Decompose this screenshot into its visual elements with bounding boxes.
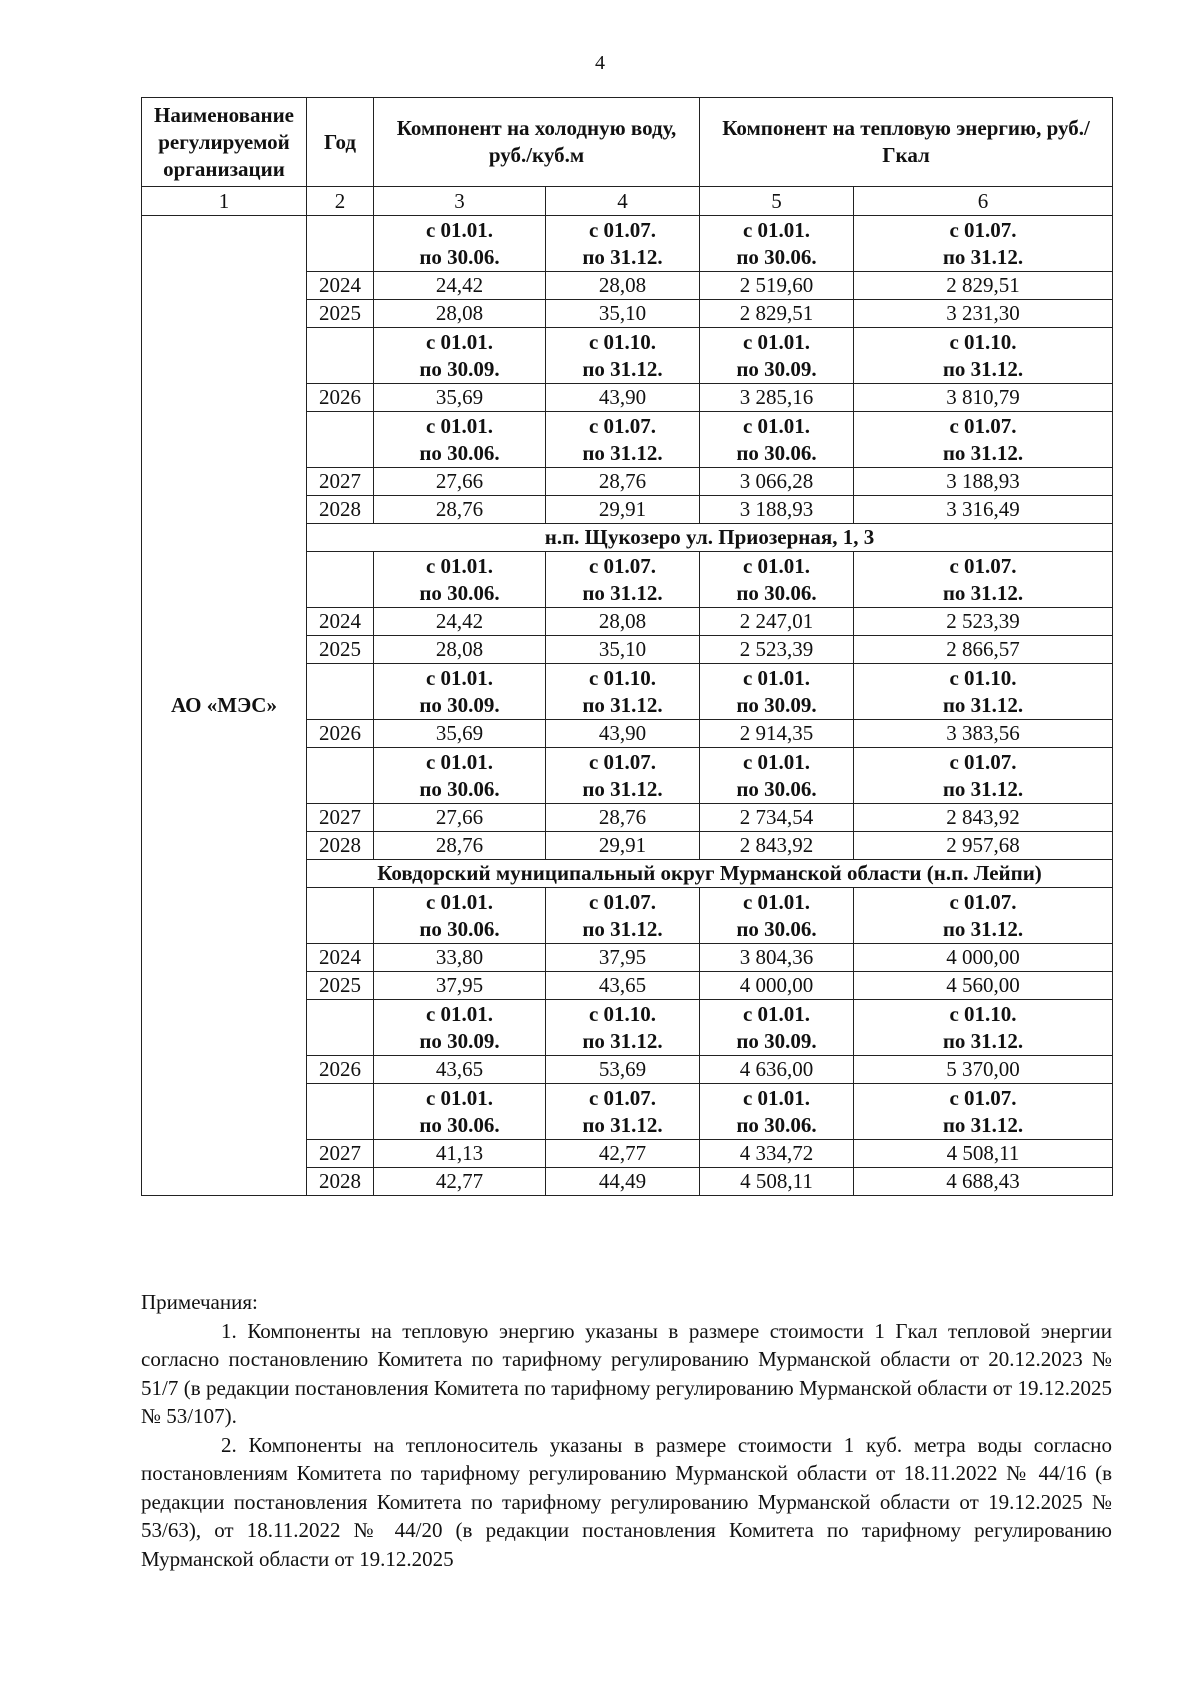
- value-cell: 5 370,00: [854, 1056, 1113, 1084]
- period-cell: [854, 328, 1113, 384]
- period-start: с 01.07.: [588, 218, 657, 242]
- value-cell: 43,65: [546, 972, 700, 1000]
- value-cell: 3 188,93: [700, 496, 854, 524]
- period-start: с 01.01.: [742, 218, 811, 242]
- period-end: по 31.12.: [942, 1029, 1024, 1053]
- value-cell: 35,69: [374, 720, 546, 748]
- period-end: по 31.12.: [942, 777, 1024, 801]
- value-cell: 24,42: [374, 272, 546, 300]
- value-cell: 43,90: [546, 384, 700, 412]
- year-cell: 2027: [307, 1140, 374, 1168]
- value-cell: 4 636,00: [700, 1056, 854, 1084]
- period-end: по 30.06.: [736, 245, 817, 269]
- period-cell: [374, 328, 546, 384]
- header-cold-water: Компонент на холодную воду, руб./куб.м: [374, 98, 700, 187]
- period-start: с 01.01.: [425, 554, 494, 578]
- period-cell: [854, 412, 1113, 468]
- year-cell-empty: [307, 1084, 374, 1140]
- period-cell: [546, 888, 700, 944]
- period-end: по 30.06.: [419, 581, 500, 605]
- period-cell: [546, 748, 700, 804]
- period-end: по 30.06.: [736, 917, 817, 941]
- value-cell: 2 829,51: [854, 272, 1113, 300]
- period-end: по 31.12.: [582, 777, 663, 801]
- value-cell: 3 066,28: [700, 468, 854, 496]
- value-cell: 2 957,68: [854, 832, 1113, 860]
- period-end: по 30.06.: [736, 441, 817, 465]
- period-cell: [546, 328, 700, 384]
- value-cell: 24,42: [374, 608, 546, 636]
- value-cell: 2 523,39: [854, 608, 1113, 636]
- period-end: по 31.12.: [942, 357, 1024, 381]
- period-cell: [700, 664, 854, 720]
- period-start: с 01.07.: [588, 750, 657, 774]
- period-end: по 30.06.: [419, 1113, 500, 1137]
- value-cell: 2 519,60: [700, 272, 854, 300]
- period-start: с 01.01.: [425, 218, 494, 242]
- period-start: с 01.07.: [588, 1086, 657, 1110]
- period-start: с 01.01.: [425, 414, 494, 438]
- column-number: 6: [854, 187, 1113, 216]
- period-end: по 30.06.: [419, 441, 500, 465]
- year-cell: 2026: [307, 1056, 374, 1084]
- value-cell: 4 508,11: [700, 1168, 854, 1196]
- column-number: 4: [546, 187, 700, 216]
- period-cell: [854, 216, 1113, 272]
- year-cell-empty: [307, 552, 374, 608]
- period-cell: [700, 1000, 854, 1056]
- value-cell: 53,69: [546, 1056, 700, 1084]
- period-start: с 01.01.: [425, 890, 494, 914]
- period-cell: [546, 664, 700, 720]
- period-cell: [854, 552, 1113, 608]
- year-cell: 2028: [307, 496, 374, 524]
- value-cell: 3 804,36: [700, 944, 854, 972]
- period-end: по 30.09.: [419, 357, 500, 381]
- notes-heading: Примечания:: [141, 1290, 258, 1314]
- period-start: с 01.01.: [425, 1086, 494, 1110]
- period-end: по 30.09.: [419, 693, 500, 717]
- period-start: с 01.01.: [425, 1002, 494, 1026]
- year-cell-empty: [307, 664, 374, 720]
- period-cell: [700, 328, 854, 384]
- period-cell: [546, 1000, 700, 1056]
- value-cell: 4 560,00: [854, 972, 1113, 1000]
- tariff-table-body: [142, 216, 1113, 1196]
- column-number-row: [142, 187, 1113, 216]
- period-start: с 01.07.: [588, 554, 657, 578]
- period-end: по 31.12.: [942, 1113, 1024, 1137]
- value-cell: 28,76: [546, 468, 700, 496]
- note-item: 1. Компоненты на тепловую энергию указаны в размере стоимости 1 Гкал тепловой энергии согласно постановлению Комитета по тарифному регулированию Мурманской области от 20.12.2023 № 51/7 (в редакции постановления Комитета по тарифному регулированию Мурманской области от 19.12.2025 № 53/107).: [141, 1318, 1112, 1428]
- period-cell: [374, 748, 546, 804]
- period-cell: [374, 216, 546, 272]
- value-cell: 2 866,57: [854, 636, 1113, 664]
- header-heat-energy: Компонент на тепловую энергию, руб./Гкал: [700, 98, 1113, 187]
- period-start: с 01.07.: [588, 414, 657, 438]
- period-end: по 30.09.: [736, 693, 817, 717]
- value-cell: 4 508,11: [854, 1140, 1113, 1168]
- year-cell: 2024: [307, 608, 374, 636]
- value-cell: 3 316,49: [854, 496, 1113, 524]
- period-cell: [700, 412, 854, 468]
- year-cell: 2025: [307, 636, 374, 664]
- period-start: с 01.10.: [588, 666, 657, 690]
- period-cell: [546, 552, 700, 608]
- year-cell: 2024: [307, 272, 374, 300]
- period-end: по 31.12.: [582, 245, 663, 269]
- year-cell: 2027: [307, 804, 374, 832]
- value-cell: 3 810,79: [854, 384, 1113, 412]
- period-cell: [374, 412, 546, 468]
- note-item: 2. Компоненты на теплоноситель указаны в размере стоимости 1 куб. метра воды согласно постановлениям Комитета по тарифному регулированию Мурманской области от 18.11.2022 № 44/16 (в редакции постановления Комитета по тарифному регулированию Мурманской области от 19.12.2025 № 53/63), от 18.11.2022 № 44/20 (в редакции постановления Комитета по тарифному регулированию Мурманской области от 19.12.2025: [141, 1432, 1112, 1571]
- period-cell: [854, 748, 1113, 804]
- period-cell: [700, 216, 854, 272]
- year-cell: 2025: [307, 972, 374, 1000]
- period-start: с 01.07.: [949, 890, 1017, 914]
- value-cell: 2 734,54: [700, 804, 854, 832]
- period-cell: [854, 664, 1113, 720]
- period-cell: [374, 1084, 546, 1140]
- value-cell: 37,95: [374, 972, 546, 1000]
- value-cell: 27,66: [374, 468, 546, 496]
- year-cell: 2028: [307, 1168, 374, 1196]
- value-cell: 2 523,39: [700, 636, 854, 664]
- value-cell: 35,10: [546, 300, 700, 328]
- period-end: по 31.12.: [582, 581, 663, 605]
- tariff-table: [141, 97, 1113, 1196]
- period-start: с 01.07.: [949, 414, 1017, 438]
- period-start: с 01.10.: [588, 1002, 657, 1026]
- value-cell: 2 843,92: [854, 804, 1113, 832]
- period-row: [142, 216, 1113, 272]
- value-cell: 28,76: [374, 496, 546, 524]
- period-cell: [374, 552, 546, 608]
- value-cell: 29,91: [546, 496, 700, 524]
- period-start: с 01.01.: [742, 1086, 811, 1110]
- column-number: 3: [374, 187, 546, 216]
- value-cell: 28,76: [374, 832, 546, 860]
- period-start: с 01.01.: [425, 666, 494, 690]
- value-cell: 4 688,43: [854, 1168, 1113, 1196]
- column-number: 1: [142, 187, 307, 216]
- year-cell-empty: [307, 888, 374, 944]
- value-cell: 29,91: [546, 832, 700, 860]
- period-end: по 30.06.: [419, 917, 500, 941]
- period-end: по 30.06.: [736, 1113, 817, 1137]
- period-end: по 31.12.: [582, 357, 663, 381]
- year-cell-empty: [307, 1000, 374, 1056]
- notes: [141, 1288, 1112, 1573]
- period-end: по 30.06.: [736, 581, 817, 605]
- value-cell: 42,77: [374, 1168, 546, 1196]
- value-cell: 43,65: [374, 1056, 546, 1084]
- period-cell: [700, 748, 854, 804]
- period-cell: [546, 412, 700, 468]
- period-start: с 01.01.: [742, 554, 811, 578]
- value-cell: 37,95: [546, 944, 700, 972]
- header-year: Год: [307, 98, 374, 187]
- value-cell: 4 000,00: [700, 972, 854, 1000]
- column-number: 5: [700, 187, 854, 216]
- value-cell: 3 188,93: [854, 468, 1113, 496]
- period-end: по 31.12.: [582, 1113, 663, 1137]
- year-cell-empty: [307, 748, 374, 804]
- period-start: с 01.07.: [949, 1086, 1017, 1110]
- period-cell: [700, 888, 854, 944]
- period-end: по 30.09.: [736, 357, 817, 381]
- period-end: по 31.12.: [582, 917, 663, 941]
- value-cell: 43,90: [546, 720, 700, 748]
- period-cell: [374, 1000, 546, 1056]
- value-cell: 35,10: [546, 636, 700, 664]
- year-cell: 2024: [307, 944, 374, 972]
- value-cell: 4 000,00: [854, 944, 1113, 972]
- period-end: по 30.06.: [736, 777, 817, 801]
- period-start: с 01.07.: [588, 890, 657, 914]
- value-cell: 3 383,56: [854, 720, 1113, 748]
- period-start: с 01.10.: [949, 330, 1017, 354]
- period-end: по 30.06.: [419, 777, 500, 801]
- header-organization: Наименование регулируемой организации: [142, 98, 307, 187]
- period-end: по 31.12.: [942, 917, 1024, 941]
- organization-name: АО «МЭС»: [142, 216, 307, 1196]
- value-cell: 42,77: [546, 1140, 700, 1168]
- period-cell: [854, 1084, 1113, 1140]
- period-start: с 01.10.: [949, 1002, 1017, 1026]
- page-number: 4: [595, 52, 605, 74]
- period-end: по 31.12.: [582, 693, 663, 717]
- column-number: 2: [307, 187, 374, 216]
- period-cell: [854, 888, 1113, 944]
- period-end: по 30.09.: [419, 1029, 500, 1053]
- period-end: по 31.12.: [942, 693, 1024, 717]
- period-end: по 31.12.: [942, 581, 1024, 605]
- value-cell: 2 247,01: [700, 608, 854, 636]
- period-cell: [374, 888, 546, 944]
- value-cell: 3 285,16: [700, 384, 854, 412]
- year-cell-empty: [307, 216, 374, 272]
- period-start: с 01.10.: [588, 330, 657, 354]
- period-end: по 31.12.: [582, 1029, 663, 1053]
- period-cell: [374, 664, 546, 720]
- value-cell: 41,13: [374, 1140, 546, 1168]
- period-start: с 01.01.: [425, 330, 494, 354]
- value-cell: 28,08: [374, 300, 546, 328]
- period-cell: [546, 216, 700, 272]
- value-cell: 3 231,30: [854, 300, 1113, 328]
- period-start: с 01.07.: [949, 554, 1017, 578]
- period-cell: [546, 1084, 700, 1140]
- year-cell: 2025: [307, 300, 374, 328]
- value-cell: 33,80: [374, 944, 546, 972]
- period-start: с 01.07.: [949, 750, 1017, 774]
- value-cell: 2 914,35: [700, 720, 854, 748]
- value-cell: 28,08: [374, 636, 546, 664]
- period-cell: [854, 1000, 1113, 1056]
- section-title: Ковдорский муниципальный округ Мурманской области (н.п. Лейпи): [307, 860, 1113, 888]
- period-start: с 01.01.: [425, 750, 494, 774]
- period-start: с 01.01.: [742, 890, 811, 914]
- period-start: с 01.10.: [949, 666, 1017, 690]
- period-end: по 31.12.: [942, 441, 1024, 465]
- year-cell: 2027: [307, 468, 374, 496]
- period-cell: [700, 1084, 854, 1140]
- period-start: с 01.01.: [742, 330, 811, 354]
- period-start: с 01.01.: [742, 750, 811, 774]
- year-cell-empty: [307, 328, 374, 384]
- year-cell-empty: [307, 412, 374, 468]
- period-start: с 01.07.: [949, 218, 1017, 242]
- period-end: по 31.12.: [942, 245, 1024, 269]
- period-cell: [700, 552, 854, 608]
- value-cell: 35,69: [374, 384, 546, 412]
- period-start: с 01.01.: [742, 666, 811, 690]
- value-cell: 2 843,92: [700, 832, 854, 860]
- period-start: с 01.01.: [742, 1002, 811, 1026]
- value-cell: 28,76: [546, 804, 700, 832]
- year-cell: 2026: [307, 384, 374, 412]
- year-cell: 2026: [307, 720, 374, 748]
- period-end: по 30.06.: [419, 245, 500, 269]
- value-cell: 4 334,72: [700, 1140, 854, 1168]
- value-cell: 2 829,51: [700, 300, 854, 328]
- period-end: по 31.12.: [582, 441, 663, 465]
- period-start: с 01.01.: [742, 414, 811, 438]
- period-end: по 30.09.: [736, 1029, 817, 1053]
- value-cell: 28,08: [546, 272, 700, 300]
- value-cell: 28,08: [546, 608, 700, 636]
- value-cell: 44,49: [546, 1168, 700, 1196]
- year-cell: 2028: [307, 832, 374, 860]
- value-cell: 27,66: [374, 804, 546, 832]
- section-title: н.п. Щукозеро ул. Приозерная, 1, 3: [307, 524, 1113, 552]
